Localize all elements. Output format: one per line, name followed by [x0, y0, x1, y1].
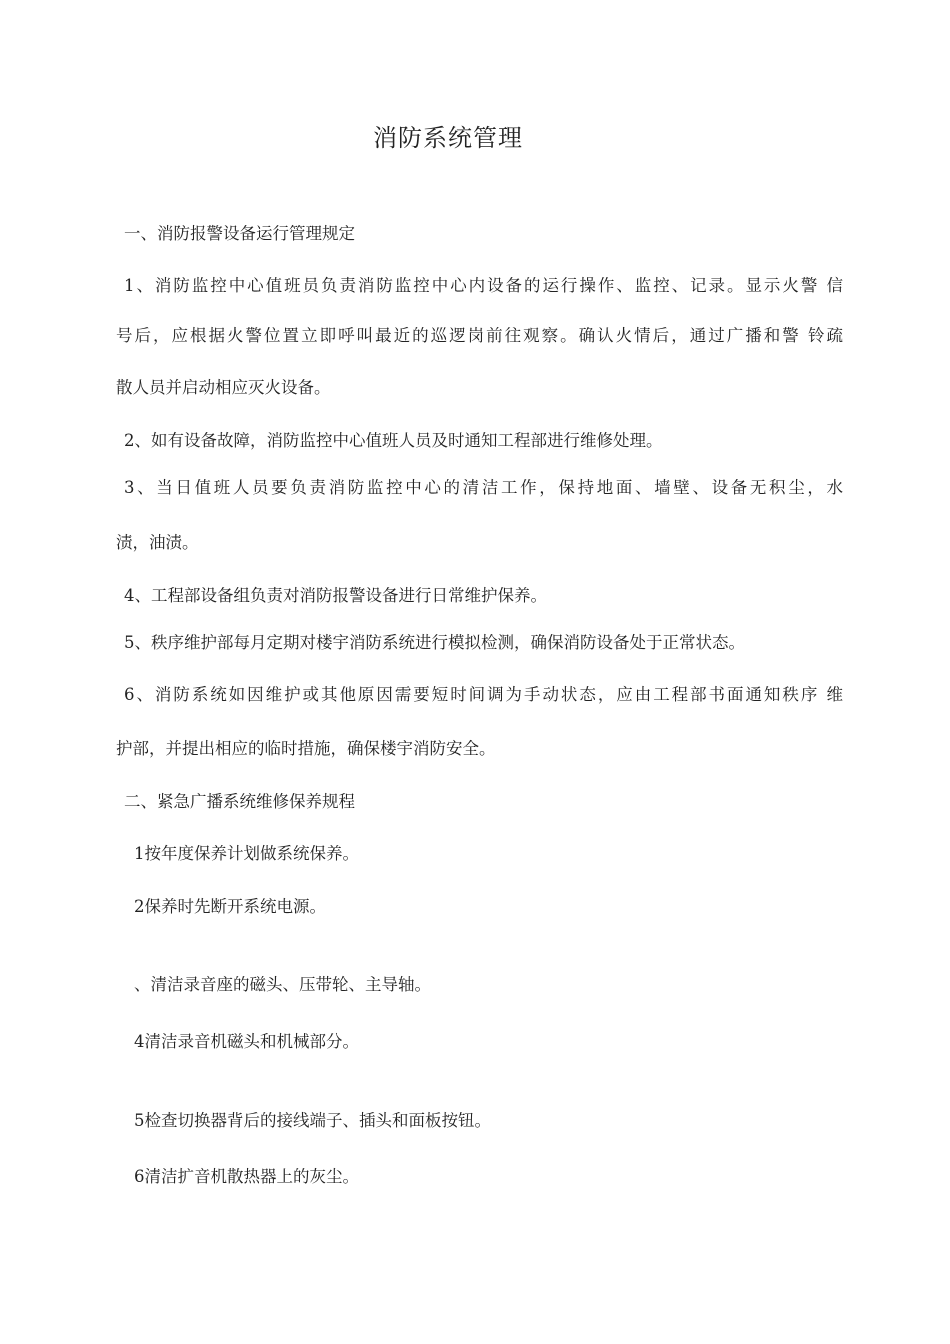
paragraph-line: 1、消防监控中心值班员负责消防监控中心内设备的运行操作、监控、记录。显示火警 信 — [124, 276, 843, 295]
paragraph-line: 3、当日值班人员要负责消防监控中心的清洁工作，保持地面、墙壁、设备无积尘，水 — [124, 478, 843, 497]
list-item: 6清洁扩音机散热器上的灰尘。 — [134, 1167, 359, 1186]
list-item: 、清洁录音座的磁头、压带轮、主导轴。 — [134, 975, 431, 994]
section-heading-1: 一、消防报警设备运行管理规定 — [124, 224, 355, 243]
paragraph-line: 号后，应根据火警位置立即呼叫最近的巡逻岗前往观察。确认火情后，通过广播和警 铃疏 — [116, 326, 843, 345]
list-item: 1按年度保养计划做系统保养。 — [134, 844, 359, 863]
section-heading-2: 二、紧急广播系统维修保养规程 — [124, 792, 355, 811]
list-item: 2保养时先断开系统电源。 — [134, 897, 326, 916]
list-item: 5检查切换器背后的接线端子、插头和面板按钮。 — [134, 1111, 491, 1130]
paragraph-line: 渍，油渍。 — [116, 533, 199, 552]
paragraph-line: 4、工程部设备组负责对消防报警设备进行日常维护保养。 — [124, 586, 547, 605]
paragraph-line: 2、如有设备故障，消防监控中心值班人员及时通知工程部进行维修处理。 — [124, 431, 663, 450]
page-title: 消防系统管理 — [373, 124, 523, 152]
paragraph-line: 5、秩序维护部每月定期对楼宇消防系统进行模拟检测，确保消防设备处于正常状态。 — [124, 633, 745, 652]
paragraph-line: 护部，并提出相应的临时措施，确保楼宇消防安全。 — [116, 739, 496, 758]
list-item: 4清洁录音机磁头和机械部分。 — [134, 1032, 359, 1051]
paragraph-line: 6、消防系统如因维护或其他原因需要短时间调为手动状态，应由工程部书面通知秩序 维 — [124, 685, 843, 704]
paragraph-line: 散人员并启动相应灭火设备。 — [116, 378, 331, 397]
